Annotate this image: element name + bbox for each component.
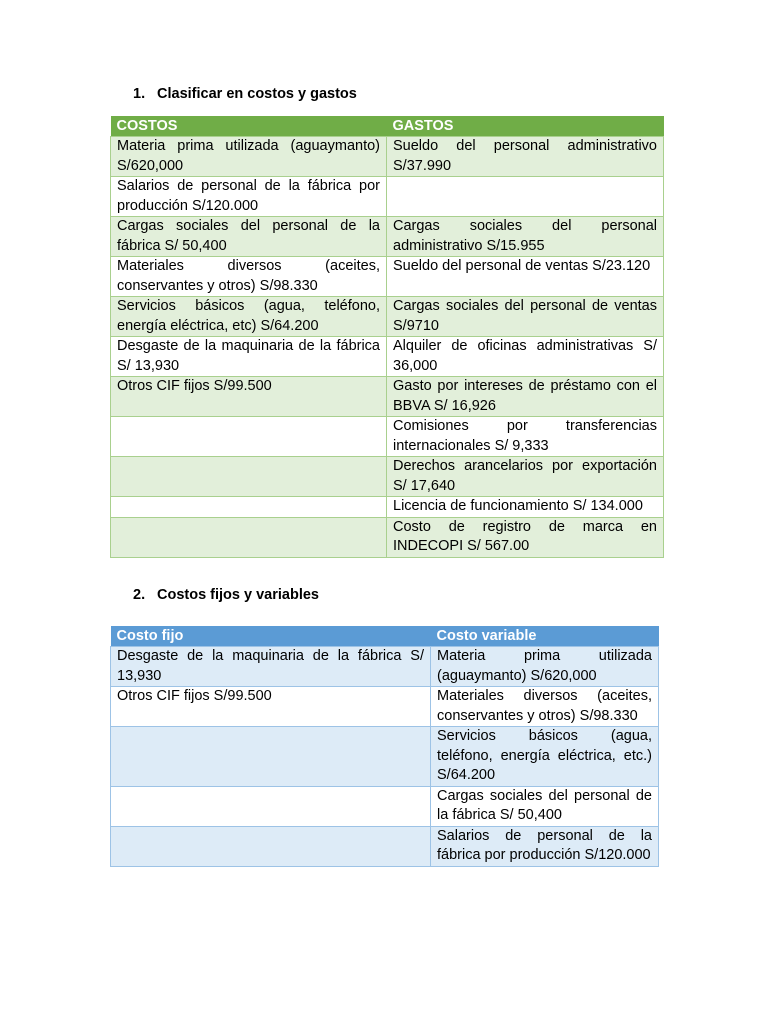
- table-cell-right: Comisiones por transferencias internacionales S/ 9,333: [387, 417, 664, 457]
- table-cell-right: Servicios básicos (agua, teléfono, energía eléctrica, etc.) S/64.200: [431, 727, 659, 787]
- table-cell-right: Sueldo del personal de ventas S/23.120: [387, 257, 664, 297]
- table-cell-right: Sueldo del personal administrativo S/37.990: [387, 137, 664, 177]
- table-row: [111, 177, 664, 217]
- section-2-title: Costos fijos y variables: [157, 587, 319, 603]
- header-costos: COSTOS: [111, 116, 387, 137]
- table-cell-left: Salarios de personal de la fábrica por producción S/120.000: [111, 177, 387, 217]
- table-cell-right: Gasto por intereses de préstamo con el BBVA S/ 16,926: [387, 377, 664, 417]
- table-cell-left: Materiales diversos (aceites, conservantes y otros) S/98.330: [111, 257, 387, 297]
- table-row: [111, 727, 659, 787]
- table-row: [111, 497, 664, 518]
- table-cell-left: [111, 497, 387, 518]
- table-row: [111, 257, 664, 297]
- table-cell-right: Cargas sociales del personal de ventas S/9710: [387, 297, 664, 337]
- section-1-number: 1.: [133, 86, 146, 102]
- table-header-row: [111, 116, 664, 137]
- table-row: [111, 417, 664, 457]
- table-cell-left: Servicios básicos (agua, teléfono, energía eléctrica, etc) S/64.200: [111, 297, 387, 337]
- table-row: [111, 647, 659, 687]
- table-row: [111, 687, 659, 727]
- table-cell-left: Desgaste de la maquinaria de la fábrica S/ 13,930: [111, 337, 387, 377]
- table-cell-right: Licencia de funcionamiento S/ 134.000: [387, 497, 664, 518]
- table-cell-left: Materia prima utilizada (aguaymanto) S/620,000: [111, 137, 387, 177]
- table-row: [111, 137, 664, 177]
- table-cell-right: Derechos arancelarios por exportación S/ 17,640: [387, 457, 664, 497]
- table-cell-left: [111, 826, 431, 866]
- header-gastos: GASTOS: [387, 116, 664, 137]
- table-cell-right: Materia prima utilizada (aguaymanto) S/620,000: [431, 647, 659, 687]
- table-row: [111, 297, 664, 337]
- table-row: [111, 826, 659, 866]
- table-cell-left: Otros CIF fijos S/99.500: [111, 377, 387, 417]
- section-2-heading: [133, 587, 319, 603]
- section-2-number: 2.: [133, 587, 146, 603]
- table-row: [111, 337, 664, 377]
- table-row: [111, 217, 664, 257]
- table-cell-left: [111, 786, 431, 826]
- table-cell-right: Materiales diversos (aceites, conservantes y otros) S/98.330: [431, 687, 659, 727]
- table-row: [111, 457, 664, 497]
- fijos-variables-table: [110, 626, 659, 867]
- table-cell-left: [111, 517, 387, 557]
- table-row: [111, 377, 664, 417]
- table-cell-right: Cargas sociales del personal administrativo S/15.955: [387, 217, 664, 257]
- table-cell-left: Cargas sociales del personal de la fábrica S/ 50,400: [111, 217, 387, 257]
- table-cell-left: Desgaste de la maquinaria de la fábrica S/ 13,930: [111, 647, 431, 687]
- header-costo-variable: Costo variable: [431, 626, 659, 647]
- table-row: [111, 786, 659, 826]
- table-cell-left: [111, 417, 387, 457]
- header-costo-fijo: Costo fijo: [111, 626, 431, 647]
- table-cell-right: [387, 177, 664, 217]
- section-1-title: Clasificar en costos y gastos: [157, 86, 357, 102]
- table-cell-right: Alquiler de oficinas administrativas S/ 36,000: [387, 337, 664, 377]
- table-cell-right: Costo de registro de marca en INDECOPI S/ 567.00: [387, 517, 664, 557]
- costos-gastos-table: [110, 116, 664, 558]
- table-row: [111, 517, 664, 557]
- table-cell-right: Cargas sociales del personal de la fábrica S/ 50,400: [431, 786, 659, 826]
- table-cell-left: Otros CIF fijos S/99.500: [111, 687, 431, 727]
- section-1-heading: [133, 86, 357, 102]
- table-header-row: [111, 626, 659, 647]
- table-cell-left: [111, 727, 431, 787]
- table-cell-left: [111, 457, 387, 497]
- table-cell-right: Salarios de personal de la fábrica por producción S/120.000: [431, 826, 659, 866]
